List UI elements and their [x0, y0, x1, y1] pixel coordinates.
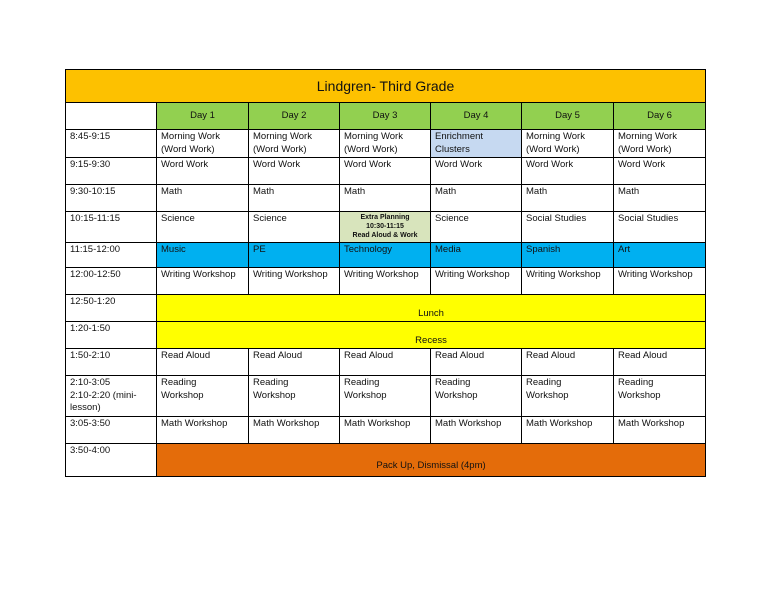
time-cell: 12:00-12:50 — [66, 268, 157, 295]
day-header-6: Day 6 — [614, 103, 706, 130]
specials-cell: Art — [614, 243, 706, 268]
schedule-cell: Reading Workshop — [157, 376, 249, 417]
specials-cell: PE — [249, 243, 340, 268]
schedule-cell: Writing Workshop — [614, 268, 706, 295]
corner-cell — [66, 103, 157, 130]
table-row — [66, 416, 706, 443]
schedule-cell: Reading Workshop — [340, 376, 431, 417]
schedule-cell: Read Aloud — [614, 349, 706, 376]
time-cell: 1:20-1:50 — [66, 322, 157, 349]
schedule-cell: Reading Workshop — [614, 376, 706, 417]
table-row — [66, 130, 706, 158]
schedule-cell: Morning Work (Word Work) — [157, 130, 249, 158]
table-row — [66, 295, 706, 322]
schedule-cell: Science — [431, 212, 522, 243]
schedule-cell: Word Work — [431, 158, 522, 185]
schedule-cell: Morning Work (Word Work) — [249, 130, 340, 158]
time-cell: 12:50-1:20 — [66, 295, 157, 322]
schedule-cell: Math Workshop — [431, 416, 522, 443]
specials-cell: Spanish — [522, 243, 614, 268]
table-row — [66, 158, 706, 185]
time-cell: 10:15-11:15 — [66, 212, 157, 243]
time-cell: 8:45-9:15 — [66, 130, 157, 158]
time-cell: 9:15-9:30 — [66, 158, 157, 185]
schedule-cell: Math Workshop — [614, 416, 706, 443]
schedule-cell: Math — [157, 185, 249, 212]
time-cell: 3:50-4:00 — [66, 443, 157, 476]
schedule-cell: Math — [614, 185, 706, 212]
specials-cell: Technology — [340, 243, 431, 268]
schedule-cell: Science — [249, 212, 340, 243]
table-row — [66, 268, 706, 295]
schedule-cell: Math — [340, 185, 431, 212]
schedule-cell: Morning Work (Word Work) — [614, 130, 706, 158]
schedule-cell: Read Aloud — [340, 349, 431, 376]
schedule-cell: Social Studies — [614, 212, 706, 243]
schedule-cell: Word Work — [340, 158, 431, 185]
day-header-2: Day 2 — [249, 103, 340, 130]
time-cell: 3:05-3:50 — [66, 416, 157, 443]
schedule-cell: Word Work — [522, 158, 614, 185]
schedule-cell: Read Aloud — [157, 349, 249, 376]
schedule-cell: Writing Workshop — [157, 268, 249, 295]
schedule-cell: Writing Workshop — [340, 268, 431, 295]
schedule-cell: Math — [249, 185, 340, 212]
schedule-cell: Morning Work (Word Work) — [522, 130, 614, 158]
table-row — [66, 243, 706, 268]
time-cell: 11:15-12:00 — [66, 243, 157, 268]
schedule-cell: Science — [157, 212, 249, 243]
schedule-cell: Word Work — [614, 158, 706, 185]
schedule-cell: Read Aloud — [249, 349, 340, 376]
table-row — [66, 443, 706, 476]
day-header-3: Day 3 — [340, 103, 431, 130]
schedule-cell: Morning Work (Word Work) — [340, 130, 431, 158]
schedule-cell: Social Studies — [522, 212, 614, 243]
schedule-cell: Word Work — [157, 158, 249, 185]
schedule-cell: Writing Workshop — [431, 268, 522, 295]
schedule-cell: Math Workshop — [157, 416, 249, 443]
day-header-4: Day 4 — [431, 103, 522, 130]
schedule-cell-enrichment: Enrichment Clusters — [431, 130, 522, 158]
schedule-title: Lindgren- Third Grade — [66, 70, 706, 103]
day-header-5: Day 5 — [522, 103, 614, 130]
schedule-cell: Math Workshop — [522, 416, 614, 443]
table-row — [66, 376, 706, 417]
schedule-cell: Math — [431, 185, 522, 212]
time-cell: 2:10-3:05 2:10-2:20 (mini- lesson) — [66, 376, 157, 417]
schedule-cell: Reading Workshop — [522, 376, 614, 417]
recess-band: Recess — [157, 322, 706, 349]
table-row — [66, 349, 706, 376]
time-cell: 9:30-10:15 — [66, 185, 157, 212]
specials-cell: Media — [431, 243, 522, 268]
dismissal-band: Pack Up, Dismissal (4pm) — [157, 443, 706, 476]
time-cell: 1:50-2:10 — [66, 349, 157, 376]
schedule-cell: Math Workshop — [249, 416, 340, 443]
table-row — [66, 322, 706, 349]
lunch-band: Lunch — [157, 295, 706, 322]
schedule-cell: Math — [522, 185, 614, 212]
schedule-cell: Writing Workshop — [249, 268, 340, 295]
schedule-table — [65, 69, 706, 477]
specials-cell: Music — [157, 243, 249, 268]
schedule-cell: Reading Workshop — [431, 376, 522, 417]
schedule-cell: Read Aloud — [431, 349, 522, 376]
schedule-cell: Math Workshop — [340, 416, 431, 443]
schedule-cell: Read Aloud — [522, 349, 614, 376]
day-header-1: Day 1 — [157, 103, 249, 130]
schedule-cell: Writing Workshop — [522, 268, 614, 295]
schedule-cell: Reading Workshop — [249, 376, 340, 417]
table-row — [66, 185, 706, 212]
table-row — [66, 212, 706, 243]
schedule-cell: Word Work — [249, 158, 340, 185]
schedule-cell-extra-planning: Extra Planning 10:30-11:15 Read Aloud & Work — [340, 212, 431, 243]
